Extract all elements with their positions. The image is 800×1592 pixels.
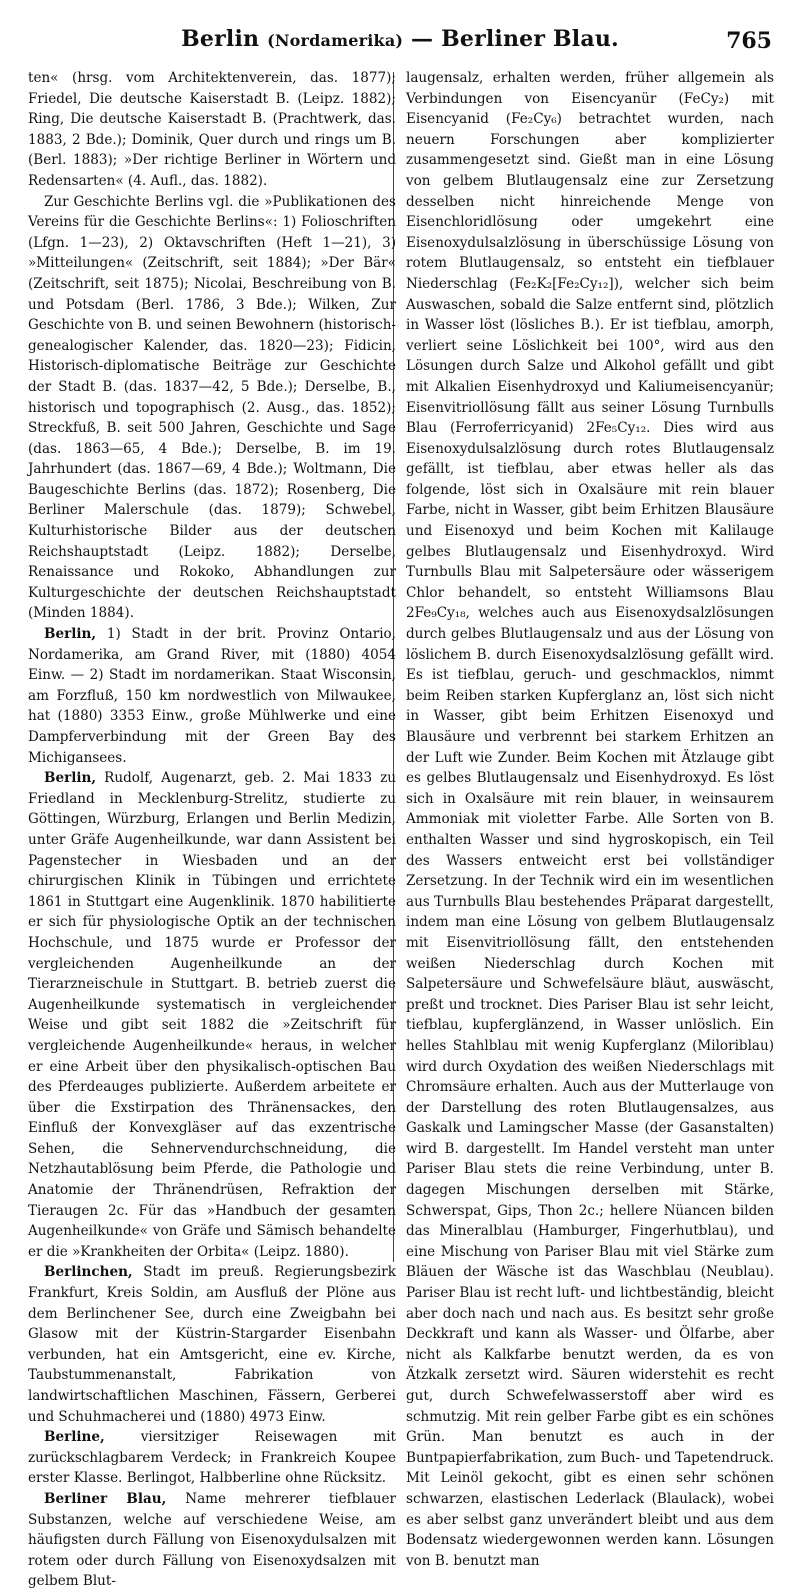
entry-text: ten« (hrsg. vom Architektenverein, das. 1877); Friedel, Die deutsche Kaiserstadt B. (Leipz. 1882); Ring, Die deutsche Kaiserstadt B. (Prachtwerk, das. 1883, 2 Bde.); Dominik, Quer durch und rings um B. (Berl. 1883); »Der richtige Berliner in Wörtern und Redensarten« (4. Aufl., das. 1882). xyxy=(28,70,396,189)
entry-paragraph xyxy=(28,624,396,768)
entry-text: 1) Stadt in der brit. Provinz Ontario, Nordamerika, am Grand River, mit (1880) 4054 Einw. — 2) Stadt im nordamerikan. Staat Wisconsin, am Forzfluß, 150 km nordwestlich von Milwaukee, hat (1880) 3353 Einw., große Mühlwerke und eine Dampferverbindung mit der Green Bay des Michigansees. xyxy=(28,626,396,766)
entry-lemma: Berlin, xyxy=(44,626,97,643)
page-title xyxy=(0,26,800,52)
running-header xyxy=(0,26,800,62)
entry-paragraph xyxy=(28,68,396,192)
entry-paragraph xyxy=(28,192,396,624)
entry-lemma: Berlin, xyxy=(44,770,97,787)
entry-paragraph xyxy=(406,68,774,1571)
header-title-2: Berliner Blau. xyxy=(441,26,619,52)
entry-lemma: Berliner Blau, xyxy=(44,1490,167,1507)
entry-paragraph xyxy=(28,768,396,1262)
page-number: 765 xyxy=(726,28,772,54)
entry-text: Name mehrerer tiefblauer Substanzen, welche auf verschiedene Weise, am häufigsten durch Fällung von Eisenoxydulsalzen mit rotem oder durch Fällung von Eisenoxydsalzen mit gelbem Blut- xyxy=(28,1490,396,1590)
entry-paragraph xyxy=(28,1262,396,1427)
entry-lemma: Berline, xyxy=(44,1429,105,1446)
entry-text: viersitziger Reisewagen mit zurückschlagbarem Verdeck; in Frankreich Koupee erster Klasse. Berlingot, Halbberline ohne Rücksitz. xyxy=(28,1429,396,1487)
entry-text: Stadt im preuß. Regierungsbezirk Frankfurt, Kreis Soldin, am Ausfluß der Plöne aus dem Berlinchener See, durch eine Zweigbahn bei Glasow mit der Küstrin-Stargarder Eisenbahn verbunden, hat ein Amtsgericht, eine ev. Kirche, Taubstummenanstalt, Fabrikation von landwirtschaftlichen Maschinen, Fässern, Gerberei und Schuhmacherei und (1880) 4973 Einw. xyxy=(28,1264,396,1425)
left-column xyxy=(28,68,396,1590)
right-column xyxy=(406,68,774,1569)
entry-text: Zur Geschichte Berlins vgl. die »Publikationen des Vereins für die Geschichte Berlins«: 1) Folioschriften (Lfgn. 1—23), 2) Oktavschriften (Heft 1—21), 3) »Mitteilungen« (Zeitschrift, seit 1884); »Der Bär« (Zeitschrift, seit 1875); Nicolai, Beschreibung von B. und Potsdam (Berl. 1786, 3 Bde.); Wilken, Zur Geschichte von B. und seinen Bewohnern (historisch-genealogischer Kalender, das. 1820—23); Fidicin, Historisch-diplomatische Beiträge zur Geschichte der Stadt B. (das. 1837—42, 5 Bde.); Derselbe, B., historisch und topographisch (2. Ausg., das. 1852); Streckfuß, B. seit 500 Jahren, Geschichte und Sage (das. 1863—65, 4 Bde.); Derselbe, B. im 19. Jahrhundert (das. 1867—69, 4 Bde.); Woltmann, Die Baugeschichte Berlins (das. 1872); Rosenberg, Die Berliner Malerschule (das. 1879); Schwebel, Kulturhistorische Bilder aus der deutschen Reichshauptstadt (Leipz. 1882); Derselbe, Renaissance und Rokoko, Abhandlungen zur Kulturgeschichte der deutschen Reichshauptstadt (Minden 1884). xyxy=(28,193,396,622)
header-title: Berlin xyxy=(181,26,260,52)
entry-lemma: Berlinchen, xyxy=(44,1264,133,1281)
entry-paragraph xyxy=(28,1427,396,1489)
header-dash: — xyxy=(403,26,442,52)
header-subtitle: (Nordamerika) xyxy=(267,31,404,50)
entry-text: Rudolf, Augenarzt, geb. 2. Mai 1833 zu Friedland in Mecklenburg-Strelitz, studierte zu Göttingen, Würzburg, Erlangen und Berlin Medizin, unter Gräfe Augenheilkunde, war dann Assistent bei Pagenstecher in Wiesbaden und an der chirurgischen Klinik in Tübingen und errichtete 1861 in Stuttgart eine Augenklinik. 1870 habilitierte er sich für physiologische Optik an der technischen Hochschule, und 1875 wurde er Professor der vergleichenden Augenheilkunde an der Tierarzneischule in Stuttgart. B. betrieb zuerst die Augenheilkunde systematisch in vergleichender Weise und gibt seit 1882 die »Zeitschrift für vergleichende Augenheilkunde« heraus, in welcher er eine Arbeit über den physikalisch-optischen Bau des Pferdeauges publizierte. Außerdem arbeitete er über die Exstirpation des Thränensackes, den Einfluß der Konvexgläser auf das exzentrische Sehen, die Sehnervendurchschneidung, die Netzhautablösung beim Pferde, die Pathologie und Anatomie der Thränendrüsen, Refraktion der Tieraugen 2c. Für das »Handbuch der gesamten Augenheilkunde« von Gräfe und Sämisch behandelte er die »Krankheiten der Orbita« (Leipz. 1880). xyxy=(28,770,396,1260)
entry-text: laugensalz, erhalten werden, früher allgemein als Verbindungen von Eisencyanür (FeCy₂) mit Eisencyanid (Fe₂Cy₆) betrachtet wurden, nach neuern Forschungen aber komplizierter zusammengesetzt sind. Gießt man in eine Lösung von gelbem Blutlaugensalz eine zur Zersetzung desselben nicht hinreichende Menge von Eisenchloridlösung oder umgekehrt eine Eisenoxydulsalzlösung in überschüssige Lösung von rotem Blutlaugensalz, so entsteht ein tiefblauer Niederschlag (Fe₂K₂[Fe₂Cy₁₂]), welcher sich beim Auswaschen, sobald die Salze entfernt sind, plötzlich in Wasser löst (lösliches B.). Er ist tiefblau, amorph, verliert seine Löslichkeit bei 100°, wird aus den Lösungen durch Salze und Alkohol gefällt und gibt mit Alkalien Eisenhydroxyd und Kaliumeisencyanür; Eisenvitriollösung fällt aus seiner Lösung Turnbulls Blau (Ferroferricyanid) 2Fe₅Cy₁₂. Dies wird aus Eisenoxydulsalzlösung durch rotes Blutlaugensalz gefällt, ist tiefblau, aber etwas heller als das folgende, löst sich in Oxalsäure mit rein blauer Farbe, nicht in Wasser, gibt beim Erhitzen Blausäure und Eisenoxyd und beim Kochen mit Kalilauge gelbes Blutlaugensalz und Eisenhydroxyd. Wird Turnbulls Blau mit Salpetersäure oder wässerigem Chlor behandelt, so entsteht Williamsons Blau 2Fe₉Cy₁₈, welches auch aus Eisenoxydsalzlösungen durch gelbes Blutlaugensalz und aus der Lösung von löslichem B. durch Eisenoxydsalzlösung gefällt wird. Es ist tiefblau, geruch- und geschmacklos, nimmt beim Reiben starken Kupferglanz an, löst sich nicht in Wasser, gibt beim Erhitzen Eisenoxyd und Blausäure und verbrennt bei starkem Erhitzen an der Luft wie Zunder. Beim Kochen mit Ätzlauge gibt es gelbes Blutlaugensalz und Eisenhydroxyd. Es löst sich in Oxalsäure mit rein blauer, in weinsaurem Ammoniak mit violetter Farbe. Alle Sorten von B. enthalten Wasser und sind hygroskopisch, ein Teil des Wassers entweicht erst bei vollständiger Zersetzung. In der Technik wird ein im wesentlichen aus Turnbulls Blau bestehendes Präparat dargestellt, indem man eine Lösung von gelbem Blutlaugensalz mit Eisenvitriollösung fällt, den entstehenden weißen Niederschlag durch Kochen mit Salpetersäure und Schwefelsäure bläut, auswäscht, preßt und trocknet. Dies Pariser Blau ist sehr leicht, tiefblau, kupferglänzend, in Wasser unlöslich. Ein helles Stahlblau mit wenig Kupferglanz (Miloriblau) wird durch Oxydation des weißen Niederschlags mit Chromsäure erhalten. Auch aus der Mutterlauge von der Darstellung des roten Blutlaugensalzes, aus Gaskalk und Lamingscher Masse (der Gasanstalten) wird B. dargestellt. Im Handel versteht man unter Pariser Blau stets die reine Verbindung, unter B. dagegen Mischungen derselben mit Stärke, Schwerspat, Gips, Thon 2c.; hellere Nüancen bilden das Mineralblau (Hamburger, Fingerhutblau), und eine Mischung von Pariser Blau mit viel Stärke zum Bläuen der Wäsche ist das Waschblau (Neublau). Pariser Blau ist recht luft- und lichtbeständig, bleicht aber doch nach und nach aus. Es besitzt sehr große Deckkraft und kann als Wasser- und Ölfarbe, aber nicht als Kalkfarbe benutzt werden, da es von Ätzkalk zersetzt wird. Säuren widerstehit es recht gut, durch Schwefelwasserstoff aber wird es schmutzig. Mit rein gelber Farbe gibt es ein schönes Grün. Man benutzt es auch in der Buntpapierfabrikation, zum Buch- und Tapetendruck. Mit Leinöl gekocht, gibt es einen sehr schönen schwarzen, elastischen Lederlack (Blaulack), wobei es aber selbst ganz unverändert bleibt und aus dem Bodensatz wiedergewonnen werden kann. Lösungen von B. benutzt man xyxy=(406,70,774,1569)
entry-paragraph xyxy=(28,1489,396,1592)
